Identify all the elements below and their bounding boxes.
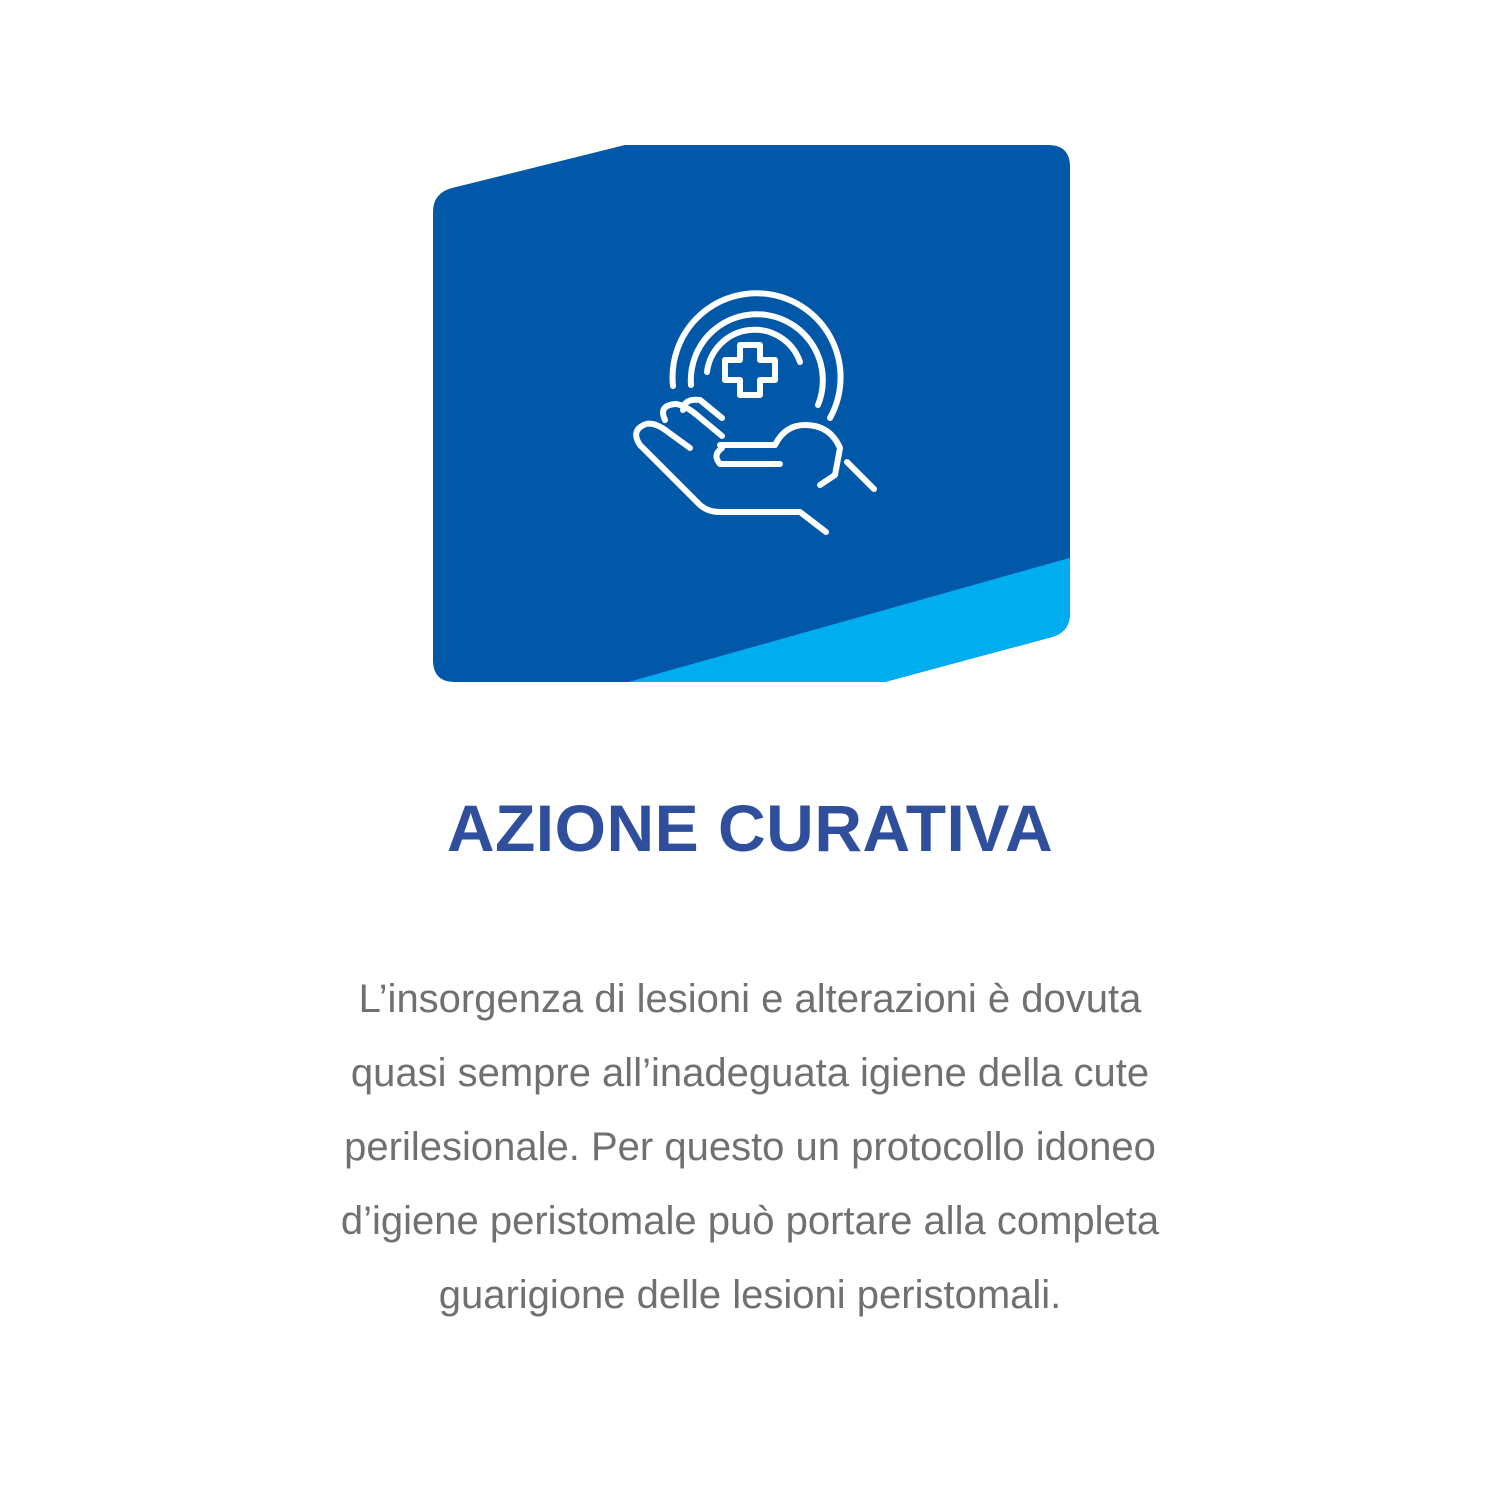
section-title: AZIONE CURATIVA: [446, 791, 1054, 865]
section-description: L’insorgenza di lesioni e alterazioni è dovuta quasi sempre all’inadeguata igiene della cute perilesionale. Per questo un protocollo idoneo d’igiene peristomale può portare alla completa guarigione delle lesioni peristomali.: [340, 977, 1160, 1317]
